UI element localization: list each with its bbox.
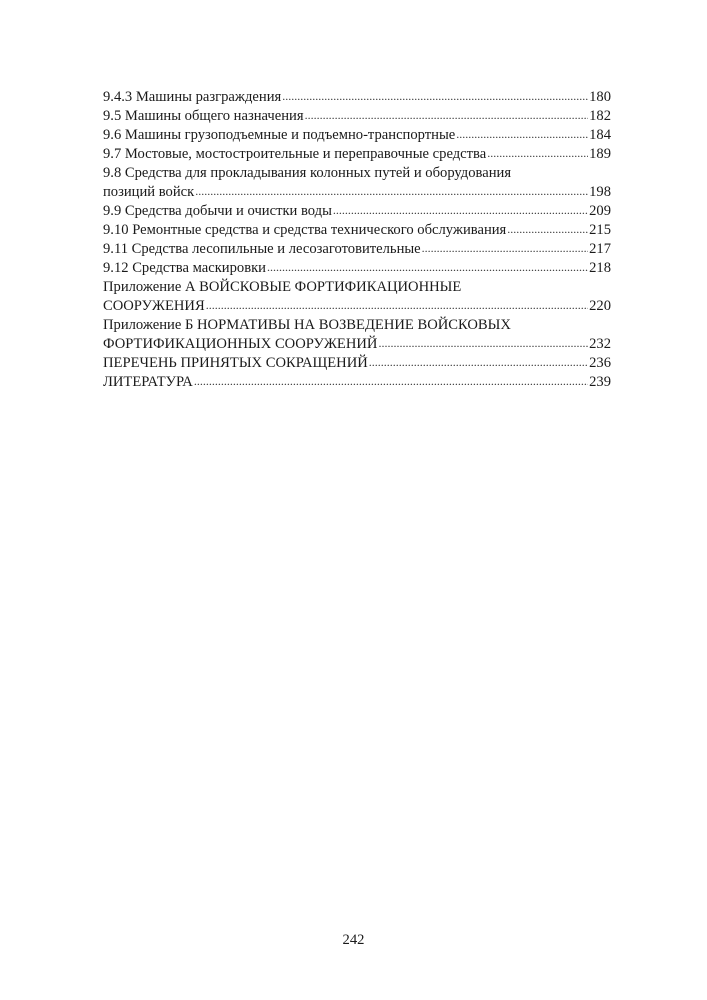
table-of-contents bbox=[103, 88, 611, 392]
toc-entry bbox=[103, 202, 611, 221]
toc-entry-page: 184 bbox=[589, 127, 611, 143]
toc-line bbox=[103, 240, 611, 259]
toc-entry-page: 232 bbox=[589, 336, 611, 352]
toc-entry-title: 9.5 Машины общего назначения bbox=[103, 108, 304, 124]
toc-entry-title: СООРУЖЕНИЯ bbox=[103, 298, 205, 314]
toc-entry-title-start: Приложение А ВОЙСКОВЫЕ ФОРТИФИКАЦИОННЫЕ bbox=[103, 279, 462, 295]
toc-line bbox=[103, 145, 611, 164]
toc-line bbox=[103, 354, 611, 373]
toc-line bbox=[103, 183, 611, 202]
toc-entry-title: ЛИТЕРАТУРА bbox=[103, 374, 193, 390]
toc-entry-title: 9.10 Ремонтные средства и средства технического обслуживания bbox=[103, 222, 507, 238]
toc-entry-page: 217 bbox=[589, 241, 611, 257]
toc-line bbox=[103, 107, 611, 126]
toc-entry-first-line bbox=[103, 278, 611, 297]
toc-entry-title: 9.12 Средства маскировки bbox=[103, 260, 266, 276]
toc-line bbox=[103, 373, 611, 392]
toc-entry bbox=[103, 316, 611, 354]
toc-entry-title: 9.6 Машины грузоподъемные и подъемно-транспортные bbox=[103, 127, 456, 143]
toc-entry-page: 189 bbox=[589, 146, 611, 162]
toc-entry-first-line bbox=[103, 164, 611, 183]
toc-entry-title: 9.7 Мостовые, мостостроительные и переправочные средства bbox=[103, 146, 487, 162]
toc-dot-leader bbox=[195, 182, 588, 201]
toc-dot-leader bbox=[369, 353, 588, 372]
toc-dot-leader bbox=[422, 239, 588, 258]
toc-entry-page: 239 bbox=[589, 374, 611, 390]
page-number: 242 bbox=[342, 932, 365, 948]
toc-entry-title: 9.4.3 Машины разграждения bbox=[103, 89, 282, 105]
toc-entry-title: ПЕРЕЧЕНЬ ПРИНЯТЫХ СОКРАЩЕНИЙ bbox=[103, 355, 368, 371]
toc-entry bbox=[103, 240, 611, 259]
toc-entry bbox=[103, 107, 611, 126]
toc-entry-page: 182 bbox=[589, 108, 611, 124]
toc-dot-leader bbox=[282, 87, 588, 106]
toc-entry bbox=[103, 88, 611, 107]
toc-entry-first-line bbox=[103, 316, 611, 335]
toc-entry bbox=[103, 259, 611, 278]
toc-dot-leader bbox=[267, 258, 588, 277]
toc-line bbox=[103, 221, 611, 240]
toc-dot-leader bbox=[206, 296, 588, 315]
toc-entry bbox=[103, 221, 611, 240]
toc-entry bbox=[103, 145, 611, 164]
toc-line bbox=[103, 335, 611, 354]
toc-entry-page: 209 bbox=[589, 203, 611, 219]
toc-entry-page: 236 bbox=[589, 355, 611, 371]
toc-entry-title: 9.11 Средства лесопильные и лесозаготовительные bbox=[103, 241, 421, 257]
toc-dot-leader bbox=[378, 334, 588, 353]
toc-dot-leader bbox=[194, 372, 588, 391]
toc-line bbox=[103, 259, 611, 278]
toc-entry-title: 9.9 Средства добычи и очистки воды bbox=[103, 203, 332, 219]
toc-entry-title-start: 9.8 Средства для прокладывания колонных путей и оборудования bbox=[103, 165, 512, 181]
toc-entry-page: 215 bbox=[589, 222, 611, 238]
toc-entry bbox=[103, 278, 611, 316]
toc-dot-leader bbox=[507, 220, 588, 239]
toc-entry bbox=[103, 354, 611, 373]
toc-entry bbox=[103, 164, 611, 202]
toc-dot-leader bbox=[487, 144, 588, 163]
toc-entry-page: 180 bbox=[589, 89, 611, 105]
toc-line bbox=[103, 202, 611, 221]
toc-entry-page: 220 bbox=[589, 298, 611, 314]
toc-entry-page: 198 bbox=[589, 184, 611, 200]
toc-line bbox=[103, 126, 611, 145]
toc-dot-leader bbox=[456, 125, 588, 144]
toc-entry bbox=[103, 126, 611, 145]
toc-entry bbox=[103, 373, 611, 392]
toc-entry-page: 218 bbox=[589, 260, 611, 276]
toc-dot-leader bbox=[333, 201, 588, 220]
toc-entry-title-start: Приложение Б НОРМАТИВЫ НА ВОЗВЕДЕНИЕ ВОЙСКОВЫХ bbox=[103, 317, 511, 333]
toc-line bbox=[103, 297, 611, 316]
toc-line bbox=[103, 88, 611, 107]
toc-entry-title: позиций войск bbox=[103, 184, 195, 200]
toc-dot-leader bbox=[305, 106, 589, 125]
toc-entry-title: ФОРТИФИКАЦИОННЫХ СООРУЖЕНИЙ bbox=[103, 336, 378, 352]
